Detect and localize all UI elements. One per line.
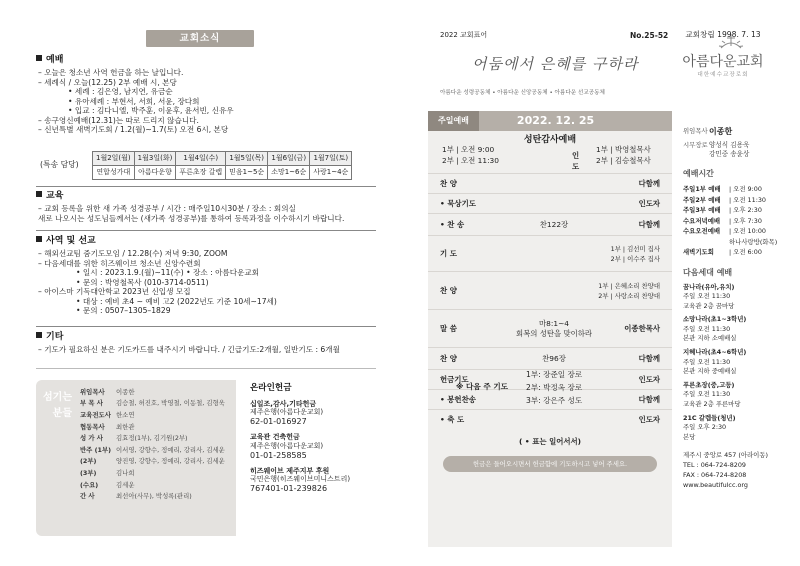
account-number: 62-01-016927 <box>250 417 307 427</box>
order-leader-line: 2부 | 이수주 집사 <box>610 254 660 263</box>
church-news-title: 교회소식 <box>146 30 254 47</box>
notice-line: – 오늘은 청소년 사역 헌금을 하는 날입니다. <box>38 68 184 78</box>
servant-row <box>80 479 246 491</box>
group-name: 소망나라(초1~3학년) <box>683 315 747 324</box>
servant-role: 반주 (1부) <box>80 445 112 454</box>
order-leader: 다함께 <box>638 353 660 363</box>
church-name: 아름다운교회 <box>682 54 764 70</box>
next-gen-group <box>683 381 783 410</box>
education-lines <box>36 204 376 223</box>
notice-line: • 대상 : 예비 초4 ~ 예비 고2 (2022년도 기준 10세~17세) <box>76 296 277 306</box>
servant-row <box>80 398 246 410</box>
notice-line: – 송구영신예배(12.31)는 따로 드리지 않습니다. <box>38 115 199 125</box>
account-number: 01-01-258585 <box>250 450 307 460</box>
servants-label: 섬기는 분들 <box>43 392 72 419</box>
account-bank: 제주은행(아름다운교회) <box>250 408 324 417</box>
group-name: 지혜나라(초4~6학년) <box>683 348 747 357</box>
order-row <box>428 213 672 235</box>
service-time-value: | 오후 2:30 <box>729 206 762 214</box>
church-tagline: 아름다운 성령공동체 • 아름다운 신앙공동체 • 아름다운 선교공동체 <box>440 90 605 96</box>
group-detail: 주일 오전 11:30 <box>683 390 731 399</box>
next-prayer-line: 3부: 강은주 성도 <box>526 396 583 405</box>
side-info <box>683 127 783 490</box>
order-item: • 축 도 <box>440 414 465 424</box>
leader-name: 1부 | 박영철목사 <box>596 145 651 154</box>
next-gen-title: 다음세대 예배 <box>683 267 733 277</box>
prayer-team-cell: 연합성가대 <box>93 165 135 179</box>
group-detail: 주일 오전 11:30 <box>683 324 731 333</box>
order-row <box>428 271 672 309</box>
servant-role: (3부) <box>80 468 97 477</box>
group-detail: 본관 지하 중예배실 <box>683 367 737 376</box>
order-leader-line: 1부 | 은혜소리 찬양대 <box>598 281 660 290</box>
section-divider <box>36 230 376 231</box>
order-item: • 찬 송 <box>440 219 465 229</box>
service-name: 수요저녁예배 <box>683 216 721 225</box>
servant-role: 부 목 사 <box>80 399 103 408</box>
group-name: 꿈나라(유아,유치) <box>683 282 735 291</box>
service-time-value: | 오전 10:00 <box>729 227 766 235</box>
notice-line: • 문의 : 0507–1305–1829 <box>76 306 171 316</box>
notice-line: • 유아세례 : 부현서, 서희, 서윤, 장다희 <box>68 96 200 106</box>
order-leader: 인도자 <box>638 414 660 424</box>
service-time-value: | 오후 7:30 <box>729 216 762 225</box>
notice-line: – 다음세대를 위한 히즈웨이브 청소년 신앙수련회 <box>38 258 201 268</box>
service-time-value: | 오전 6:00 <box>729 248 762 256</box>
next-prayer-line: 2부: 박정옥 장로 <box>526 383 583 392</box>
prayer-team-cell: 푸른초장 갈렙 <box>176 165 226 179</box>
service-time-row <box>683 195 783 206</box>
servant-names: 이종한 <box>116 387 135 396</box>
order-row <box>428 309 672 347</box>
order-leaders <box>580 281 660 301</box>
worship-order <box>428 111 672 547</box>
servant-row <box>80 456 246 468</box>
servants-list <box>80 386 246 502</box>
account-bank: 제주은행(아름다운교회) <box>250 441 324 450</box>
notice-line: – 세례식 / 오늘(12.25) 2부 예배 시, 본당 <box>38 77 177 87</box>
notice-line: 새로 나오시는 성도님들께서는 (새가족 성경공부)를 통하여 등록과정을 이수하시기 바랍니다. <box>38 213 345 223</box>
notice-line: – 기도가 필요하신 분은 기도카드를 내주시기 바랍니다. / 긴급기도:2개월, 일반기도 : 6개월 <box>38 345 340 355</box>
service-name <box>683 237 729 248</box>
account-number: 767401-01-239826 <box>250 484 328 494</box>
order-tab: 주일예배 <box>428 111 479 131</box>
servant-role: 위임목사 <box>80 387 105 396</box>
account-title: 십일조,감사,기타헌금 <box>250 399 317 408</box>
notice-line: – 아이스마 기독대안학교 2023년 신입생 모집 <box>38 287 191 297</box>
prayer-week-table <box>40 151 352 180</box>
prayer-day-cell: 1월3일(화) <box>134 152 176 166</box>
etc-section <box>36 332 376 355</box>
group-detail: 교육관 2층 푸른마당 <box>683 400 741 409</box>
order-row <box>428 235 672 271</box>
servant-names: 김세운 <box>116 480 135 489</box>
group-detail: 주일 오후 2:30 <box>683 423 727 432</box>
group-detail: 교육관 2층 꿈마당 <box>683 301 735 310</box>
prayer-team-cell: 소망1~6순 <box>268 165 310 179</box>
section-title: 사역 및 선교 <box>46 236 96 246</box>
prayer-team-cell: 믿음1~5순 <box>226 165 268 179</box>
service-time-row <box>683 184 783 195</box>
servant-row <box>80 421 246 433</box>
service-name: 주일1부 예배 <box>683 185 721 193</box>
notice-line: – 해외선교팀 줌기도모임 / 12.28(수) 저녁 9:30, ZOOM <box>38 249 228 259</box>
prayer-day-cell: 1월7일(토) <box>310 152 352 166</box>
order-item: • 묵상기도 <box>440 198 476 208</box>
servant-names: 한소연 <box>116 410 135 419</box>
servant-names: 이서영, 강향수, 정예리, 강리사, 김세운 <box>116 445 225 454</box>
prayer-table-label: (특송 담당) <box>40 160 79 170</box>
group-detail: 본당 <box>683 432 696 441</box>
group-name: 21C 갈렙들(청년) <box>683 413 736 422</box>
order-leader-line: 1부 | 김선미 집사 <box>610 244 660 253</box>
next-gen-group <box>683 348 783 377</box>
servant-row <box>80 386 246 398</box>
standing-note: ( • 표는 일어서서) <box>518 437 582 446</box>
section-divider <box>36 186 376 187</box>
next-gen-group <box>683 315 783 344</box>
prayer-team-cell: 사랑1~4순 <box>310 165 352 179</box>
prayer-day-cell: 1월4일(수) <box>176 152 226 166</box>
service-time-row <box>683 226 783 237</box>
motto-year: 2022 교회표어 <box>440 31 488 39</box>
contact-line: www.beautifulcc.org <box>683 481 748 490</box>
notice-line: • 문의 : 박영철목사 (010-3714-0511) <box>76 277 209 287</box>
servant-row <box>80 467 246 479</box>
group-detail: 주일 오전 11:30 <box>683 292 731 301</box>
service-name: 새벽기도회 <box>683 248 714 256</box>
account-title: 히즈웨이브 제주지부 후원 <box>250 466 330 475</box>
servant-row <box>80 490 246 502</box>
servant-row <box>80 432 246 444</box>
contact-line: 제주시 중앙로 457 (아라이동) <box>683 451 769 460</box>
contact-line: FAX : 064-724-8208 <box>683 471 747 480</box>
group-detail: 주일 오전 11:30 <box>683 357 731 366</box>
service-time-row <box>683 247 783 258</box>
worship-section <box>36 55 376 135</box>
servant-names: 김효정(1부), 김기원(2부) <box>116 434 188 443</box>
section-divider <box>36 326 376 327</box>
right-page <box>400 0 800 566</box>
pastor-key: 위임목사 <box>683 127 708 135</box>
mission-lines <box>36 249 376 315</box>
next-gen-group <box>683 283 783 312</box>
servant-row <box>80 409 246 421</box>
section-title: 기타 <box>46 332 64 342</box>
online-offering-panel <box>250 383 366 535</box>
bullet-square-icon <box>36 55 42 61</box>
order-leader-line: 2부 | 사랑소리 찬양대 <box>598 291 660 300</box>
order-detail <box>504 319 604 338</box>
notice-line: • 입교 : 김다니엘, 박주훈, 이윤후, 윤서빈, 신유우 <box>68 106 234 116</box>
service-times-title: 예배시간 <box>683 169 714 178</box>
order-item: 찬 양 <box>440 353 457 363</box>
elder-names: 양성식 김용욱 <box>709 141 750 149</box>
order-row <box>428 347 672 369</box>
section-divider <box>36 368 376 369</box>
servant-names: 양진영, 강향수, 정예리, 강리사, 김세운 <box>116 457 225 466</box>
service-name: 주일2부 예배 <box>683 195 721 204</box>
next-gen-group <box>683 414 783 443</box>
service-time-row <box>683 205 783 216</box>
servant-role: (수요) <box>80 480 99 489</box>
mission-section <box>36 236 376 316</box>
church-denomination: 대한예수교장로회 <box>697 71 749 78</box>
next-week-label: ※ 다음 주 기도 <box>456 382 508 391</box>
prayer-day-cell: 1월5일(목) <box>226 152 268 166</box>
service-title: 성탄감사예배 <box>523 135 577 145</box>
next-prayer-line: 1부: 장준일 장로 <box>526 370 583 379</box>
group-name: 푸른초장(중,고등) <box>683 380 735 389</box>
order-item: 찬 양 <box>440 285 457 295</box>
order-row <box>428 409 672 429</box>
church-founded: 교회창립 1998. 7. 13 <box>685 30 761 39</box>
online-offering-title: 온라인헌금 <box>250 383 292 393</box>
church-motto: 어둠에서 은혜를 구하라 <box>472 55 639 73</box>
service-times <box>442 144 499 166</box>
prayer-day-cell: 1월2일(월) <box>93 152 135 166</box>
leader-name: 2부 | 김승철목사 <box>596 156 651 165</box>
service-time-row <box>683 237 783 248</box>
order-item: 찬 양 <box>440 178 457 188</box>
notice-line: – 신년특별 새벽기도회 / 1.2(월)~1.7(토) 오전 6시, 본당 <box>38 125 229 135</box>
service-time-value: 하나사랑방(화목) <box>729 237 778 246</box>
order-row <box>428 193 672 213</box>
service-time: 2부 | 오전 11:30 <box>442 156 499 165</box>
service-name: 수요오전예배 <box>683 227 721 235</box>
notice-line: – 교회 등록을 위한 새 가족 성경공부 / 시간 : 매주일10시30분 / 장소 : 회의실 <box>38 204 296 214</box>
servant-role: 간 사 <box>80 492 95 501</box>
service-time-row <box>683 216 783 227</box>
contact-line: TEL : 064-724-8209 <box>683 461 746 470</box>
bullet-square-icon <box>36 332 42 338</box>
order-date: 2022. 12. 25 <box>516 114 595 128</box>
order-leader: 이종한목사 <box>624 323 660 333</box>
education-section <box>36 191 376 223</box>
account-title: 교육관 건축헌금 <box>250 433 300 442</box>
leader-label: 인도 <box>572 151 580 171</box>
pastor-name: 이종한 <box>709 127 733 136</box>
prayer-day-cell: 1월6일(금) <box>268 152 310 166</box>
sermon-title: 회복의 성탄을 맞이하라 <box>515 328 593 338</box>
order-leaders <box>580 244 660 264</box>
servant-role: 협동목사 <box>80 422 105 431</box>
order-leader: 다함께 <box>638 178 660 188</box>
servant-role: 교육전도사 <box>80 410 111 419</box>
order-leader: 다함께 <box>638 394 660 404</box>
order-detail-line: 마8:1~4 <box>539 319 569 329</box>
etc-lines <box>36 345 376 354</box>
service-time-value: | 오전 11:30 <box>729 195 766 204</box>
service-time: 1부 | 오전 9:00 <box>442 145 495 154</box>
bullet-square-icon <box>36 236 42 242</box>
notice-line: • 세례 : 김은영, 남지연, 유금순 <box>68 87 173 97</box>
order-leader: 인도자 <box>638 198 660 208</box>
order-leader: 인도자 <box>638 374 660 384</box>
servant-role: 성 가 사 <box>80 434 103 443</box>
elders-key: 시무장로 <box>683 141 708 149</box>
order-detail-line: 찬122장 <box>539 219 569 229</box>
order-row <box>428 173 672 193</box>
section-title: 예배 <box>46 55 64 65</box>
servant-names: 김승철, 허진호, 박영철, 이동철, 김형욱 <box>116 399 225 408</box>
group-detail: 본관 지하 소예배실 <box>683 334 737 343</box>
order-item: 헌금기도 <box>440 374 469 384</box>
section-title: 교육 <box>46 191 64 201</box>
order-detail <box>504 220 604 229</box>
order-item: • 봉헌찬송 <box>440 394 476 404</box>
notice-line: • 일시 : 2023.1.9.(월)~11(수) • 장소 : 아름다운교회 <box>76 268 260 278</box>
account-bank: 국민은행(히즈웨이브미니스트리) <box>250 475 351 484</box>
order-detail <box>504 354 604 363</box>
servant-names: 최선아(사무), 박성록(관리) <box>116 492 192 501</box>
servant-row <box>80 444 246 456</box>
servant-names: 최한관 <box>116 422 135 431</box>
elder-names: 강민중 송윤상 <box>709 150 750 158</box>
servant-role: (2부) <box>80 457 97 466</box>
order-item: 말 씀 <box>440 323 457 333</box>
worship-lines <box>36 68 376 134</box>
order-rows <box>428 173 672 472</box>
servant-names: 김나희 <box>116 468 135 477</box>
offering-note: 헌금은 들어오시면서 헌금함에 기도하시고 넣어 주세요. <box>443 456 657 472</box>
issue-number: No.25-52 <box>630 31 669 40</box>
order-detail-line: 찬96장 <box>542 353 566 363</box>
next-week-prayer <box>456 368 582 407</box>
order-item: 기 도 <box>440 248 457 258</box>
service-time-value: | 오전 9:00 <box>729 185 762 193</box>
prayer-team-cell: 아름다운향 <box>134 165 176 179</box>
bullet-square-icon <box>36 191 42 197</box>
order-leader: 다함께 <box>638 219 660 229</box>
service-name: 주일3부 예배 <box>683 206 721 214</box>
